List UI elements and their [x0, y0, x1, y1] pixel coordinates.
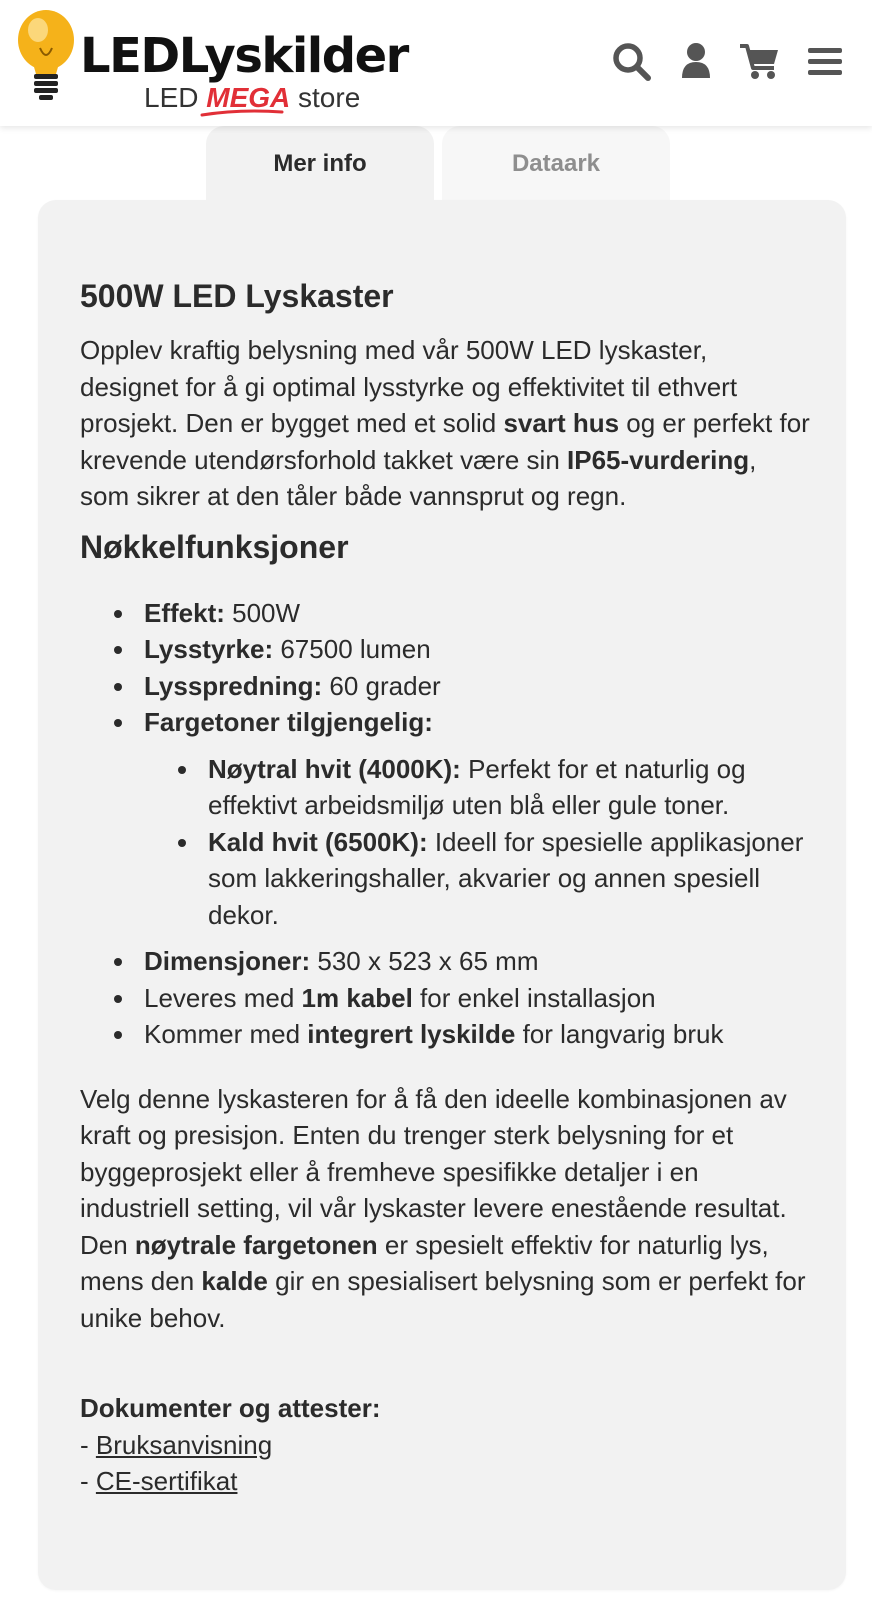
documents-title: Dokumenter og attester:: [80, 1393, 381, 1423]
feature-value: 67500 lumen: [273, 634, 431, 664]
list-item: [144, 943, 810, 980]
outro-paragraph: [80, 1081, 810, 1337]
documents-section: [80, 1390, 810, 1500]
intro-text: , som sikrer at den tåler både vannsprut og regn.: [80, 444, 757, 511]
feature-value: Kommer med: [144, 1019, 308, 1049]
list-item: [144, 704, 810, 933]
list-item: [144, 1016, 810, 1053]
lightbulb-icon: [16, 8, 76, 104]
feature-label: Fargetoner tilgjengelig:: [144, 707, 433, 737]
feature-label: Effekt:: [144, 597, 225, 628]
intro-bold: svart hus: [503, 408, 620, 438]
logo-tagline-suffix: store: [298, 82, 361, 113]
outro-bold: nøytrale fargetonen: [134, 1229, 378, 1260]
intro-text: og er perfekt for krevende utendørsforhold takket være sin: [80, 408, 810, 475]
feature-value: 500W: [224, 597, 301, 628]
ce-certificate-link[interactable]: CE-sertifikat: [95, 1466, 238, 1496]
logo-wordmark: LEDLyskilder: [80, 28, 408, 84]
product-description: [80, 276, 810, 1500]
feature-value: 60 grader: [322, 670, 441, 701]
feature-label: Lysspredning:: [144, 670, 323, 701]
feature-value: Leveres med: [144, 982, 302, 1013]
list-item: [208, 751, 810, 824]
logo-tagline-highlight: MEGA: [206, 82, 291, 113]
feature-value: for langvarig bruk: [515, 1019, 724, 1049]
features-list: [80, 595, 810, 1053]
intro-bold: IP65-vurdering: [567, 444, 750, 475]
list-item: [208, 824, 810, 934]
menu-button[interactable]: [800, 38, 848, 86]
cart-button[interactable]: [736, 38, 784, 86]
feature-label: 1m kabel: [301, 982, 413, 1013]
feature-label: integrert lyskilde: [307, 1019, 516, 1049]
swoosh-underline-icon: [200, 108, 284, 118]
tab-dataark[interactable]: Dataark: [442, 126, 670, 202]
outro-text: er spesielt effektiv for naturlig lys, mens den: [80, 1229, 769, 1296]
intro-paragraph: [80, 332, 810, 515]
product-title: 500W LED Lyskaster: [80, 278, 394, 314]
intro-text: Opplev kraftig belysning med vår 500W LED lyskaster, designet for å gi optimal lysstyrke og effektivitet til ethvert prosjekt. Den er bygget med et solid: [80, 335, 738, 438]
tab-mer-info[interactable]: Mer info: [206, 126, 434, 202]
outro-text: Velg denne lyskasteren for å få den ideelle kombinasjonen av kraft og presisjon. Enten du trenger sterk belysning for et byggeprosjekt eller å fremheve spesifikke detaljer i en industriell setting, vil vår lyskaster levere enestående resultat. Den: [80, 1083, 787, 1260]
document-row: [80, 1427, 810, 1464]
site-logo[interactable]: [16, 8, 408, 116]
search-icon: [608, 38, 656, 86]
feature-value: Perfekt for et naturlig og effektivt arbeidsmiljø uten blå eller gule toner.: [208, 753, 746, 820]
feature-value: Ideell for spesielle applikasjoner som lakkeringshaller, akvarier og annen spesiell dekor.: [208, 826, 804, 930]
site-header: [0, 0, 872, 126]
outro-text: gir en spesialisert belysning som er perfekt for unike behov.: [80, 1266, 806, 1333]
feature-label: Kald hvit (6500K):: [208, 826, 428, 857]
list-item: [144, 595, 810, 632]
search-button[interactable]: [608, 38, 656, 86]
list-item: [144, 980, 810, 1017]
document-dash: -: [80, 1429, 96, 1460]
color-options-list: [144, 751, 810, 934]
feature-value: 530 x 523 x 65 mm: [310, 946, 539, 976]
document-dash: -: [80, 1466, 96, 1496]
product-tabs: [0, 126, 872, 202]
list-item: [144, 631, 810, 668]
list-item: [144, 668, 810, 705]
cart-icon: [736, 38, 784, 86]
outro-bold: kalde: [201, 1266, 268, 1296]
features-heading: Nøkkelfunksjoner: [80, 528, 349, 565]
feature-label: Dimensjoner:: [144, 946, 311, 976]
user-manual-link[interactable]: Bruksanvisning: [95, 1429, 273, 1460]
logo-tagline-prefix: LED: [144, 82, 199, 113]
user-icon: [672, 38, 720, 86]
menu-icon: [800, 38, 848, 86]
feature-value: for enkel installasjon: [412, 982, 656, 1013]
document-row: [80, 1463, 810, 1500]
feature-label: Nøytral hvit (4000K):: [208, 753, 461, 784]
account-button[interactable]: [672, 38, 720, 86]
feature-label: Lysstyrke:: [144, 634, 274, 664]
